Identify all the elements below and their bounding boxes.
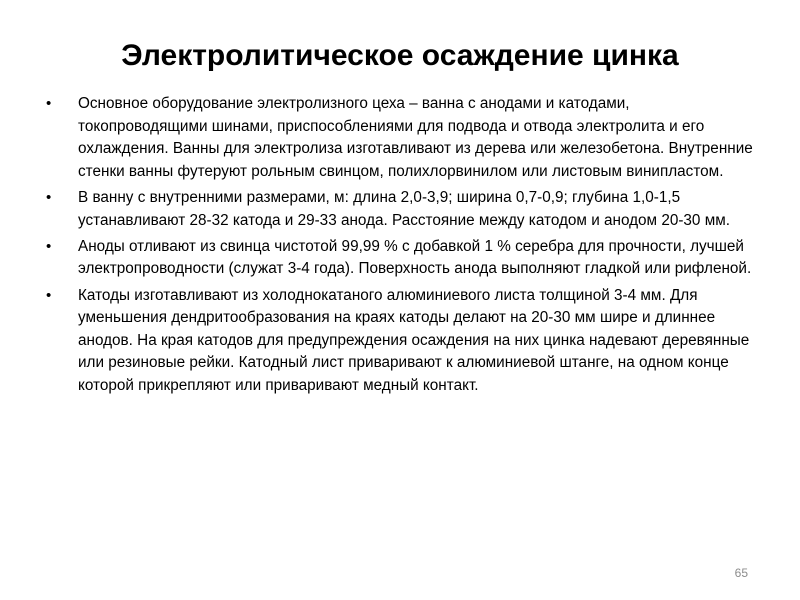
bullet-mark: •	[46, 95, 52, 112]
bullet-text: Аноды отливают из свинца чистотой 99,99 % с добавкой 1 % серебра для прочности, лучшей электропроводности (служат 3-4 года). Поверхность анода выполняют гладкой или рифленой.	[78, 237, 752, 278]
bullet-item-3	[46, 236, 760, 281]
bullet-mark: •	[46, 188, 52, 206]
bullet-text: В ванну с внутренними размерами, м: длина 2,0-3,9; ширина 0,7-0,9; глубина 1,0-1,5 устанавливают 28-32 катода и 29-33 анода. Расстояние между катодом и анодом 20-30 мм.	[78, 188, 730, 229]
bullet-text: Катоды изготавливают из холоднокатаного алюминиевого листа толщиной 3-4 мм. Для уменьшения дендритообразования на краях катоды делают на 20-30 мм шире и длиннее анодов. На края катодов для предупреждения осаждения на них цинка надевают деревянные или резиновые рейки. Катодный лист приваривают к алюминиевой штанге, на одном конце которой прикрепляют или приваривают медный контакт.	[78, 286, 750, 394]
bullet-item-1	[46, 93, 760, 183]
bullet-item-2	[46, 187, 760, 232]
slide-title: Электролитическое осаждение цинка	[121, 39, 679, 72]
bullet-mark: •	[46, 286, 52, 304]
bullet-mark: •	[46, 237, 52, 255]
page-number: 65	[734, 566, 748, 580]
bullet-text: Основное оборудование электролизного цеха – ванна с анодами и катодами, токопроводящими шинами, приспособлениями для подвода и отвода электролита и его охлаждения. Ванны для электролиза изготавливают из дерева или железобетона. Внутренние стенки ванны футеруют рольным свинцом, полихлорвинилом или листовым винипластом.	[78, 95, 753, 180]
bullet-item-4	[46, 285, 760, 398]
bullet-list	[46, 93, 760, 401]
